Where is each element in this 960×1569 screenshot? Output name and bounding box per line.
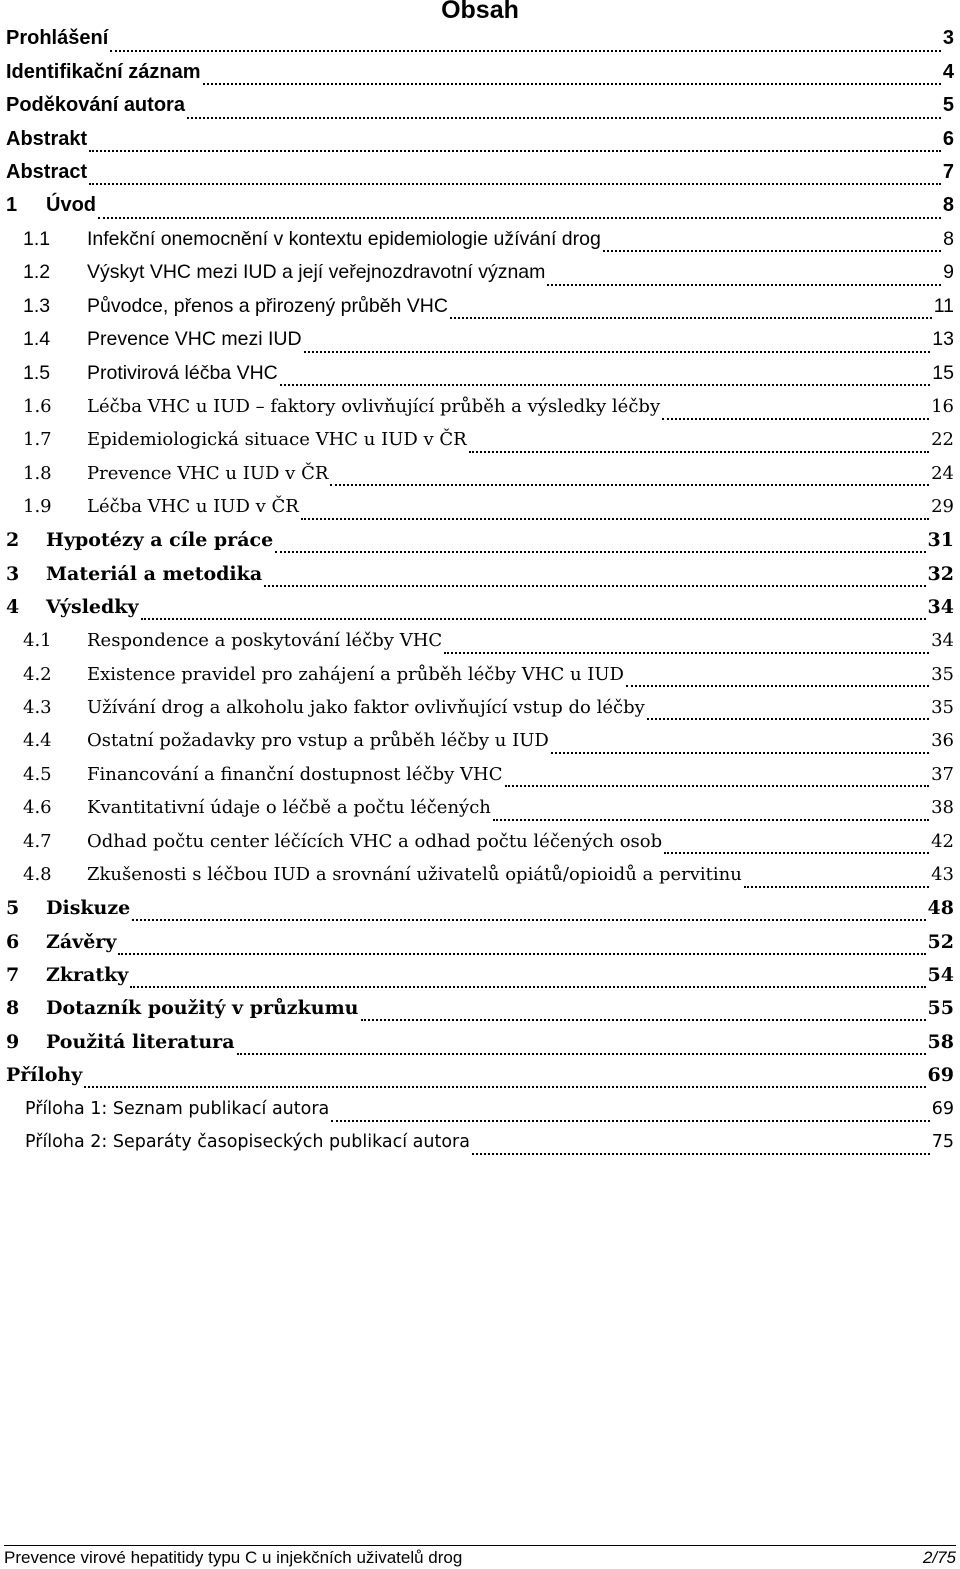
- toc-entry-page: 38: [931, 797, 954, 819]
- toc-entry-number: 7: [6, 963, 20, 986]
- toc-entry[interactable]: [6, 223, 954, 256]
- toc-entry-number: 4.5: [23, 763, 52, 785]
- dot-leader: [444, 636, 929, 654]
- toc-entry-page: 35: [931, 663, 954, 685]
- toc-entry[interactable]: [6, 189, 954, 222]
- toc-entry-page: 11: [933, 294, 954, 317]
- toc-entry-number: 1.8: [23, 462, 52, 484]
- dot-leader: [330, 468, 929, 486]
- toc-entry-page: 42: [931, 830, 954, 852]
- toc-entry-label: Dotazník použitý v průzkumu: [46, 997, 359, 1020]
- toc-entry[interactable]: [6, 758, 954, 791]
- toc-entry-label: Příloha 1: Seznam publikací autora: [25, 1098, 330, 1119]
- toc-entry[interactable]: [6, 323, 954, 356]
- toc-entry-number: 4.6: [23, 797, 52, 819]
- toc-entry-label: Původce, přenos a přirozený průběh VHC: [87, 294, 448, 317]
- toc-entry[interactable]: [6, 992, 954, 1025]
- toc-entry-label: Prevence VHC u IUD v ČR: [87, 462, 329, 484]
- toc-entry-page: 31: [927, 529, 954, 552]
- toc-entry-label: Abstrakt: [6, 127, 88, 150]
- toc-entry-label: Odhad počtu center léčících VHC a odhad počtu léčených osob: [87, 830, 663, 852]
- dot-leader: [662, 402, 929, 420]
- toc-entry[interactable]: [6, 89, 954, 122]
- toc-entry[interactable]: [6, 356, 954, 389]
- toc-entry-label: Identifikační záznam: [6, 60, 201, 83]
- toc-entry-page: 16: [931, 396, 954, 418]
- toc-entry-label: Výskyt VHC mezi IUD a její veřejnozdravotní význam: [87, 261, 546, 284]
- dot-leader: [304, 335, 931, 353]
- dot-leader: [203, 67, 941, 85]
- toc-entry[interactable]: [6, 791, 954, 824]
- toc-entry[interactable]: [6, 390, 954, 423]
- toc-entry-page: 36: [931, 730, 954, 752]
- toc-entry-number: 1.5: [23, 361, 51, 384]
- dot-leader: [98, 201, 941, 219]
- toc-entry-label: Epidemiologická situace VHC u IUD v ČR: [87, 429, 467, 451]
- dot-leader: [118, 937, 925, 955]
- toc-entry-page: 35: [931, 696, 954, 718]
- toc-entry-number: 1.9: [23, 496, 52, 518]
- toc-entry-number: 4.8: [23, 864, 52, 886]
- toc-entry-label: Respondence a poskytování léčby VHC: [87, 630, 443, 652]
- dot-leader: [331, 1104, 929, 1122]
- toc-entry-number: 3: [6, 562, 20, 585]
- toc-entry-page: 32: [927, 562, 954, 585]
- toc-entry-page: 22: [931, 429, 954, 451]
- toc-entry-page: 8: [943, 227, 954, 250]
- toc-entry-page: 7: [942, 160, 954, 183]
- toc-entry-page: 34: [927, 596, 954, 619]
- toc-entry-label: Ostatní požadavky pro vstup a průběh léčby u IUD: [87, 730, 549, 752]
- toc-entry-page: 4: [942, 60, 954, 83]
- dot-leader: [551, 736, 929, 754]
- page-footer: [4, 1545, 956, 1568]
- toc-entry-label: Příloha 2: Separáty časopiseckých publikací autora: [25, 1132, 470, 1153]
- toc-entry-label: Financování a finanční dostupnost léčby VHC: [87, 763, 503, 785]
- toc-entry-label: Hypotézy a cíle práce: [46, 529, 274, 552]
- toc-entry-page: 9: [943, 261, 954, 284]
- toc-entry-label: Výsledky: [46, 596, 139, 619]
- toc-entry-number: 4.2: [23, 663, 52, 685]
- toc-entry[interactable]: [6, 156, 954, 189]
- toc-entry-number: 6: [6, 930, 20, 953]
- toc-entry-number: 1.2: [23, 261, 51, 284]
- toc-entry-page: 5: [942, 94, 954, 117]
- dot-leader: [130, 970, 925, 988]
- toc-entry[interactable]: [6, 657, 954, 690]
- toc-entry-label: Přílohy: [6, 1064, 83, 1087]
- toc-entry-label: Užívání drog a alkoholu jako faktor ovlivňující vstup do léčby: [87, 696, 645, 718]
- dot-leader: [361, 1003, 926, 1021]
- dot-leader: [493, 803, 929, 821]
- toc-entry-page: 48: [927, 897, 954, 920]
- dot-leader: [89, 134, 941, 152]
- toc-entry-number: 1.7: [23, 429, 52, 451]
- dot-leader: [505, 769, 930, 787]
- toc-entry-number: 4.1: [23, 630, 52, 652]
- dot-leader: [237, 1037, 926, 1055]
- toc-entry-label: Protivirová léčba VHC: [87, 361, 278, 384]
- toc-entry-label: Závěry: [46, 930, 117, 953]
- toc-entry[interactable]: [6, 122, 954, 155]
- toc-entry-label: Materiál a metodika: [46, 562, 263, 585]
- toc-entry[interactable]: [6, 925, 954, 958]
- toc-entry-label: Použitá literatura: [46, 1030, 235, 1053]
- toc-entry-number: 4.4: [23, 730, 52, 752]
- toc-entry[interactable]: [6, 724, 954, 757]
- toc-entry-page: 13: [932, 328, 954, 351]
- toc-entry[interactable]: [6, 1025, 954, 1058]
- toc-entry[interactable]: [6, 1125, 954, 1158]
- toc-entry-page: 52: [927, 930, 954, 953]
- dot-leader: [280, 368, 931, 386]
- toc-entry-page: 58: [927, 1030, 954, 1053]
- toc-entry-number: 2: [6, 529, 20, 552]
- toc-entry-number: 4.3: [23, 696, 52, 718]
- toc-entry-number: 4.7: [23, 830, 52, 852]
- toc-entry-page: 54: [927, 963, 954, 986]
- toc-entry-page: 43: [931, 864, 954, 886]
- page-title: Obsah: [441, 0, 519, 24]
- toc-entry-page: 75: [931, 1132, 954, 1153]
- toc-entry-number: 1.6: [23, 396, 52, 418]
- toc-entry-label: Prohlášení: [6, 27, 109, 50]
- dot-leader: [664, 836, 929, 854]
- table-of-contents: [6, 22, 954, 1159]
- toc-entry[interactable]: [6, 457, 954, 490]
- dot-leader: [141, 602, 926, 620]
- toc-entry[interactable]: [6, 858, 954, 891]
- toc-entry-page: 37: [931, 763, 954, 785]
- toc-entry-label: Poděkování autora: [6, 94, 185, 117]
- dot-leader: [626, 669, 929, 687]
- dot-leader: [647, 702, 929, 720]
- toc-entry-number: 9: [6, 1030, 20, 1053]
- toc-entry[interactable]: [6, 825, 954, 858]
- toc-entry-page: 34: [931, 630, 954, 652]
- footer-title: Prevence virové hepatitidy typu C u injekčních uživatelů drog: [4, 1548, 463, 1567]
- dot-leader: [132, 903, 925, 921]
- toc-entry-page: 69: [931, 1098, 954, 1119]
- toc-entry-label: Zkušenosti s léčbou IUD a srovnání uživatelů opiátů/opioidů a pervitinu: [87, 864, 742, 886]
- toc-entry[interactable]: [6, 22, 954, 55]
- toc-entry-number: 8: [6, 997, 20, 1020]
- toc-entry[interactable]: [6, 55, 954, 88]
- toc-entry[interactable]: [6, 624, 954, 657]
- dot-leader: [275, 535, 925, 553]
- toc-entry-number: 5: [6, 897, 20, 920]
- toc-entry-page: 6: [942, 127, 954, 150]
- toc-entry[interactable]: [6, 256, 954, 289]
- toc-entry[interactable]: [6, 490, 954, 523]
- dot-leader: [110, 34, 941, 52]
- toc-entry-number: 1.1: [23, 227, 51, 250]
- toc-entry[interactable]: [6, 891, 954, 924]
- toc-entry[interactable]: [6, 557, 954, 590]
- toc-entry[interactable]: [6, 590, 954, 623]
- toc-entry-number: 4: [6, 596, 20, 619]
- toc-entry-label: Abstract: [6, 160, 88, 183]
- toc-entry-number: 1: [6, 194, 18, 217]
- toc-entry[interactable]: [6, 1092, 954, 1125]
- toc-entry-page: 24: [931, 462, 954, 484]
- dot-leader: [89, 167, 941, 185]
- dot-leader: [472, 1137, 930, 1155]
- toc-entry-label: Prevence VHC mezi IUD: [87, 328, 302, 351]
- toc-entry-label: Léčba VHC u IUD v ČR: [87, 496, 299, 518]
- dot-leader: [187, 101, 941, 119]
- toc-entry-label: Diskuze: [46, 897, 131, 920]
- dot-leader: [547, 268, 941, 286]
- toc-entry-number: 1.3: [23, 294, 51, 317]
- toc-entry[interactable]: [6, 290, 954, 323]
- toc-entry-page: 55: [927, 997, 954, 1020]
- dot-leader: [469, 435, 929, 453]
- toc-entry-label: Existence pravidel pro zahájení a průběh léčby VHC u IUD: [87, 663, 624, 685]
- dot-leader: [264, 569, 925, 587]
- dot-leader: [450, 301, 932, 319]
- dot-leader: [301, 502, 929, 520]
- toc-entry-label: Úvod: [46, 194, 96, 217]
- footer-page-number: 2/75: [922, 1548, 956, 1567]
- toc-entry-label: Infekční onemocnění v kontextu epidemiologie užívání drog: [87, 227, 601, 250]
- toc-entry-label: Léčba VHC u IUD – faktory ovlivňující průběh a výsledky léčby: [87, 396, 661, 418]
- dot-leader: [84, 1070, 925, 1088]
- toc-entry-page: 8: [942, 194, 954, 217]
- toc-entry[interactable]: [6, 524, 954, 557]
- toc-entry[interactable]: [6, 691, 954, 724]
- toc-entry[interactable]: [6, 423, 954, 456]
- toc-entry-page: 3: [942, 27, 954, 50]
- toc-entry-page: 69: [927, 1064, 954, 1087]
- toc-entry[interactable]: [6, 1059, 954, 1092]
- dot-leader: [744, 870, 929, 888]
- toc-entry-page: 29: [931, 496, 954, 518]
- toc-entry-label: Kvantitativní údaje o léčbě a počtu léčených: [87, 797, 491, 819]
- dot-leader: [603, 234, 941, 252]
- toc-entry-label: Zkratky: [46, 963, 129, 986]
- toc-entry-page: 15: [932, 361, 954, 384]
- toc-entry-number: 1.4: [23, 328, 51, 351]
- toc-entry[interactable]: [6, 958, 954, 991]
